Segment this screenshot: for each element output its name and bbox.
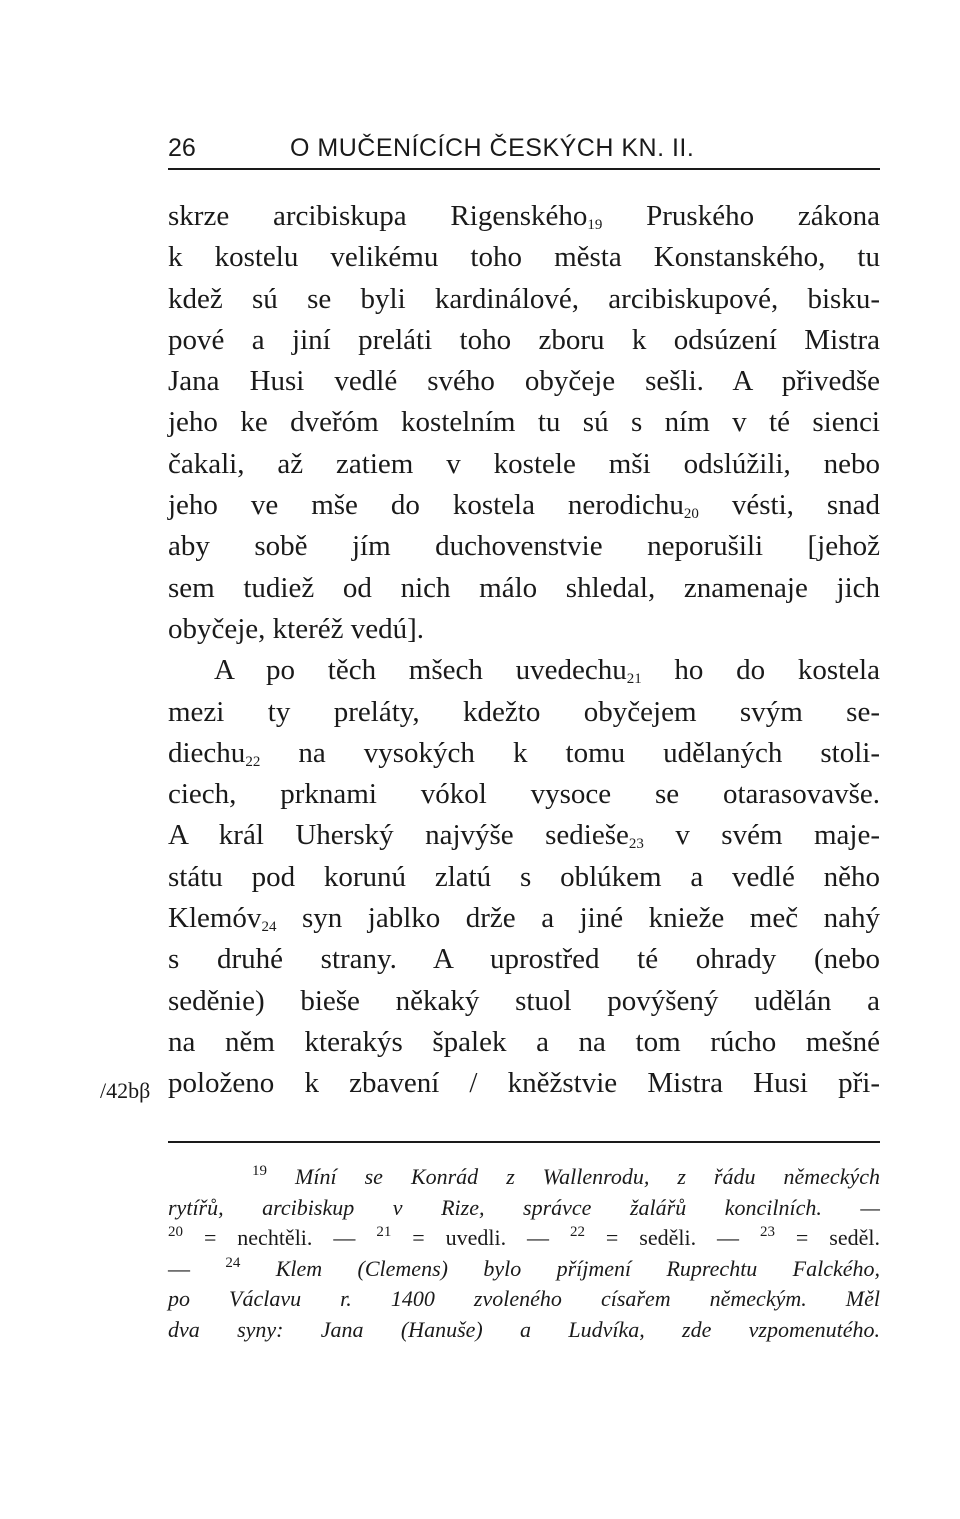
text-line: sem tudiež od nich málo shledal, znamenaje jich (168, 571, 880, 604)
text-line: na něm kterakýs špalek a na tom rúcho mešné (168, 1025, 880, 1058)
text-line: A král Uherský najvýše sedieše$_{23}$ v svém maje- (168, 819, 880, 853)
text-line: Klemóv$_{24}$ syn jablko drže a jiné knieže meč nahý (168, 902, 880, 936)
footnote-line: $^{19}$ Míní se Konrád z Wallenrodu, z řádu německých (252, 1163, 880, 1189)
footnote-line: rytířů, arcibiskup v Rize, správce žalářů koncilních. — (168, 1194, 880, 1220)
text-line: kdež sú se byli kardinálové, arcibiskupové, bisku- (168, 282, 880, 315)
text-line: jeho ve mše do kostela nerodichu$_{20}$ vésti, snad (168, 489, 880, 523)
page-header (168, 128, 880, 170)
footnote-number: 23 (759, 1224, 775, 1241)
text-line: seděnie) bieše někaký stuol povýšený udělán a (168, 984, 880, 1017)
text-line: skrze arcibiskupa Rigenského$_{19}$ Pruského zákona (168, 200, 880, 233)
text-line: státu pod korunú zlatú s oblúkem a vedlé něho (168, 860, 880, 893)
footnote-ref: 20 (683, 506, 699, 523)
footnotes (168, 1162, 880, 1346)
footnote-line: po Václavu r. 1400 zvoleného císařem německým. Měl (168, 1286, 880, 1312)
footnote-ref: 23 (628, 836, 644, 853)
text-line: s druhé strany. A uprostřed té ohrady (nebo (168, 943, 880, 976)
footnote-ref: 21 (626, 671, 642, 688)
text-line: položeno k zbavení / kněžstvie Mistra Husi při- (168, 1067, 880, 1100)
page-number: 26 (168, 134, 196, 162)
text-line: pové a jiní preláti toho zboru k odsúzení Mistra (168, 323, 880, 356)
footnote-line: — $^{24}$ Klem (Clemens) bylo příjmení Ruprechtu Falckého, (168, 1254, 881, 1281)
footnote-line: dva syny: Jana (Hanuše) a Ludvíka, zde vzpomenutého. (168, 1316, 880, 1342)
text-line: ciech, prknami vókol vysoce se otarasovavše. (168, 778, 880, 811)
footnote-line: $^{20}$ = nechtěli. — $^{21}$ = uvedli. — $^{22}$ = seděli. — $^{23}$ = seděl. (168, 1224, 880, 1251)
body-text (168, 196, 880, 1105)
text-line: mezi ty preláty, kdežto obyčejem svým se- (168, 695, 880, 728)
footnote-ref: 19 (587, 217, 603, 233)
footnote-ref: 22 (245, 753, 261, 770)
running-title: O MUČENÍCÍCH ČESKÝCH KN. II. (290, 134, 695, 162)
text-line: A po těch mšech uvedechu$_{21}$ ho do kostela (214, 654, 880, 688)
footnote-number: 22 (569, 1224, 585, 1241)
text-line: aby sobě jím duchovenstvie neporušili [jehož (168, 530, 880, 563)
footnote-number: 19 (252, 1163, 267, 1179)
footnote-number: 20 (168, 1224, 183, 1241)
footnote-number: 21 (376, 1224, 392, 1241)
text-line: čakali, až zatiem v kostele mši odslúžili, nebo (168, 447, 880, 480)
text-line: diechu$_{22}$ na vysokých k tomu udělaných stoli- (168, 736, 880, 770)
footnote-number: 24 (225, 1254, 241, 1271)
text-line: jeho ke dveřóm kostelním tu sú s ním v té sienci (168, 406, 880, 439)
text-line: obyčeje, kteréž vedú]. (168, 612, 425, 645)
margin-folio-note: /42bβ (100, 1078, 151, 1103)
footnote-ref: 24 (261, 919, 277, 936)
footnote-divider (168, 1141, 880, 1143)
text-line: k kostelu velikému toho města Konstanského, tu (168, 241, 880, 274)
text-line: Jana Husi vedlé svého obyčeje sešli. A přivedše (168, 365, 880, 398)
